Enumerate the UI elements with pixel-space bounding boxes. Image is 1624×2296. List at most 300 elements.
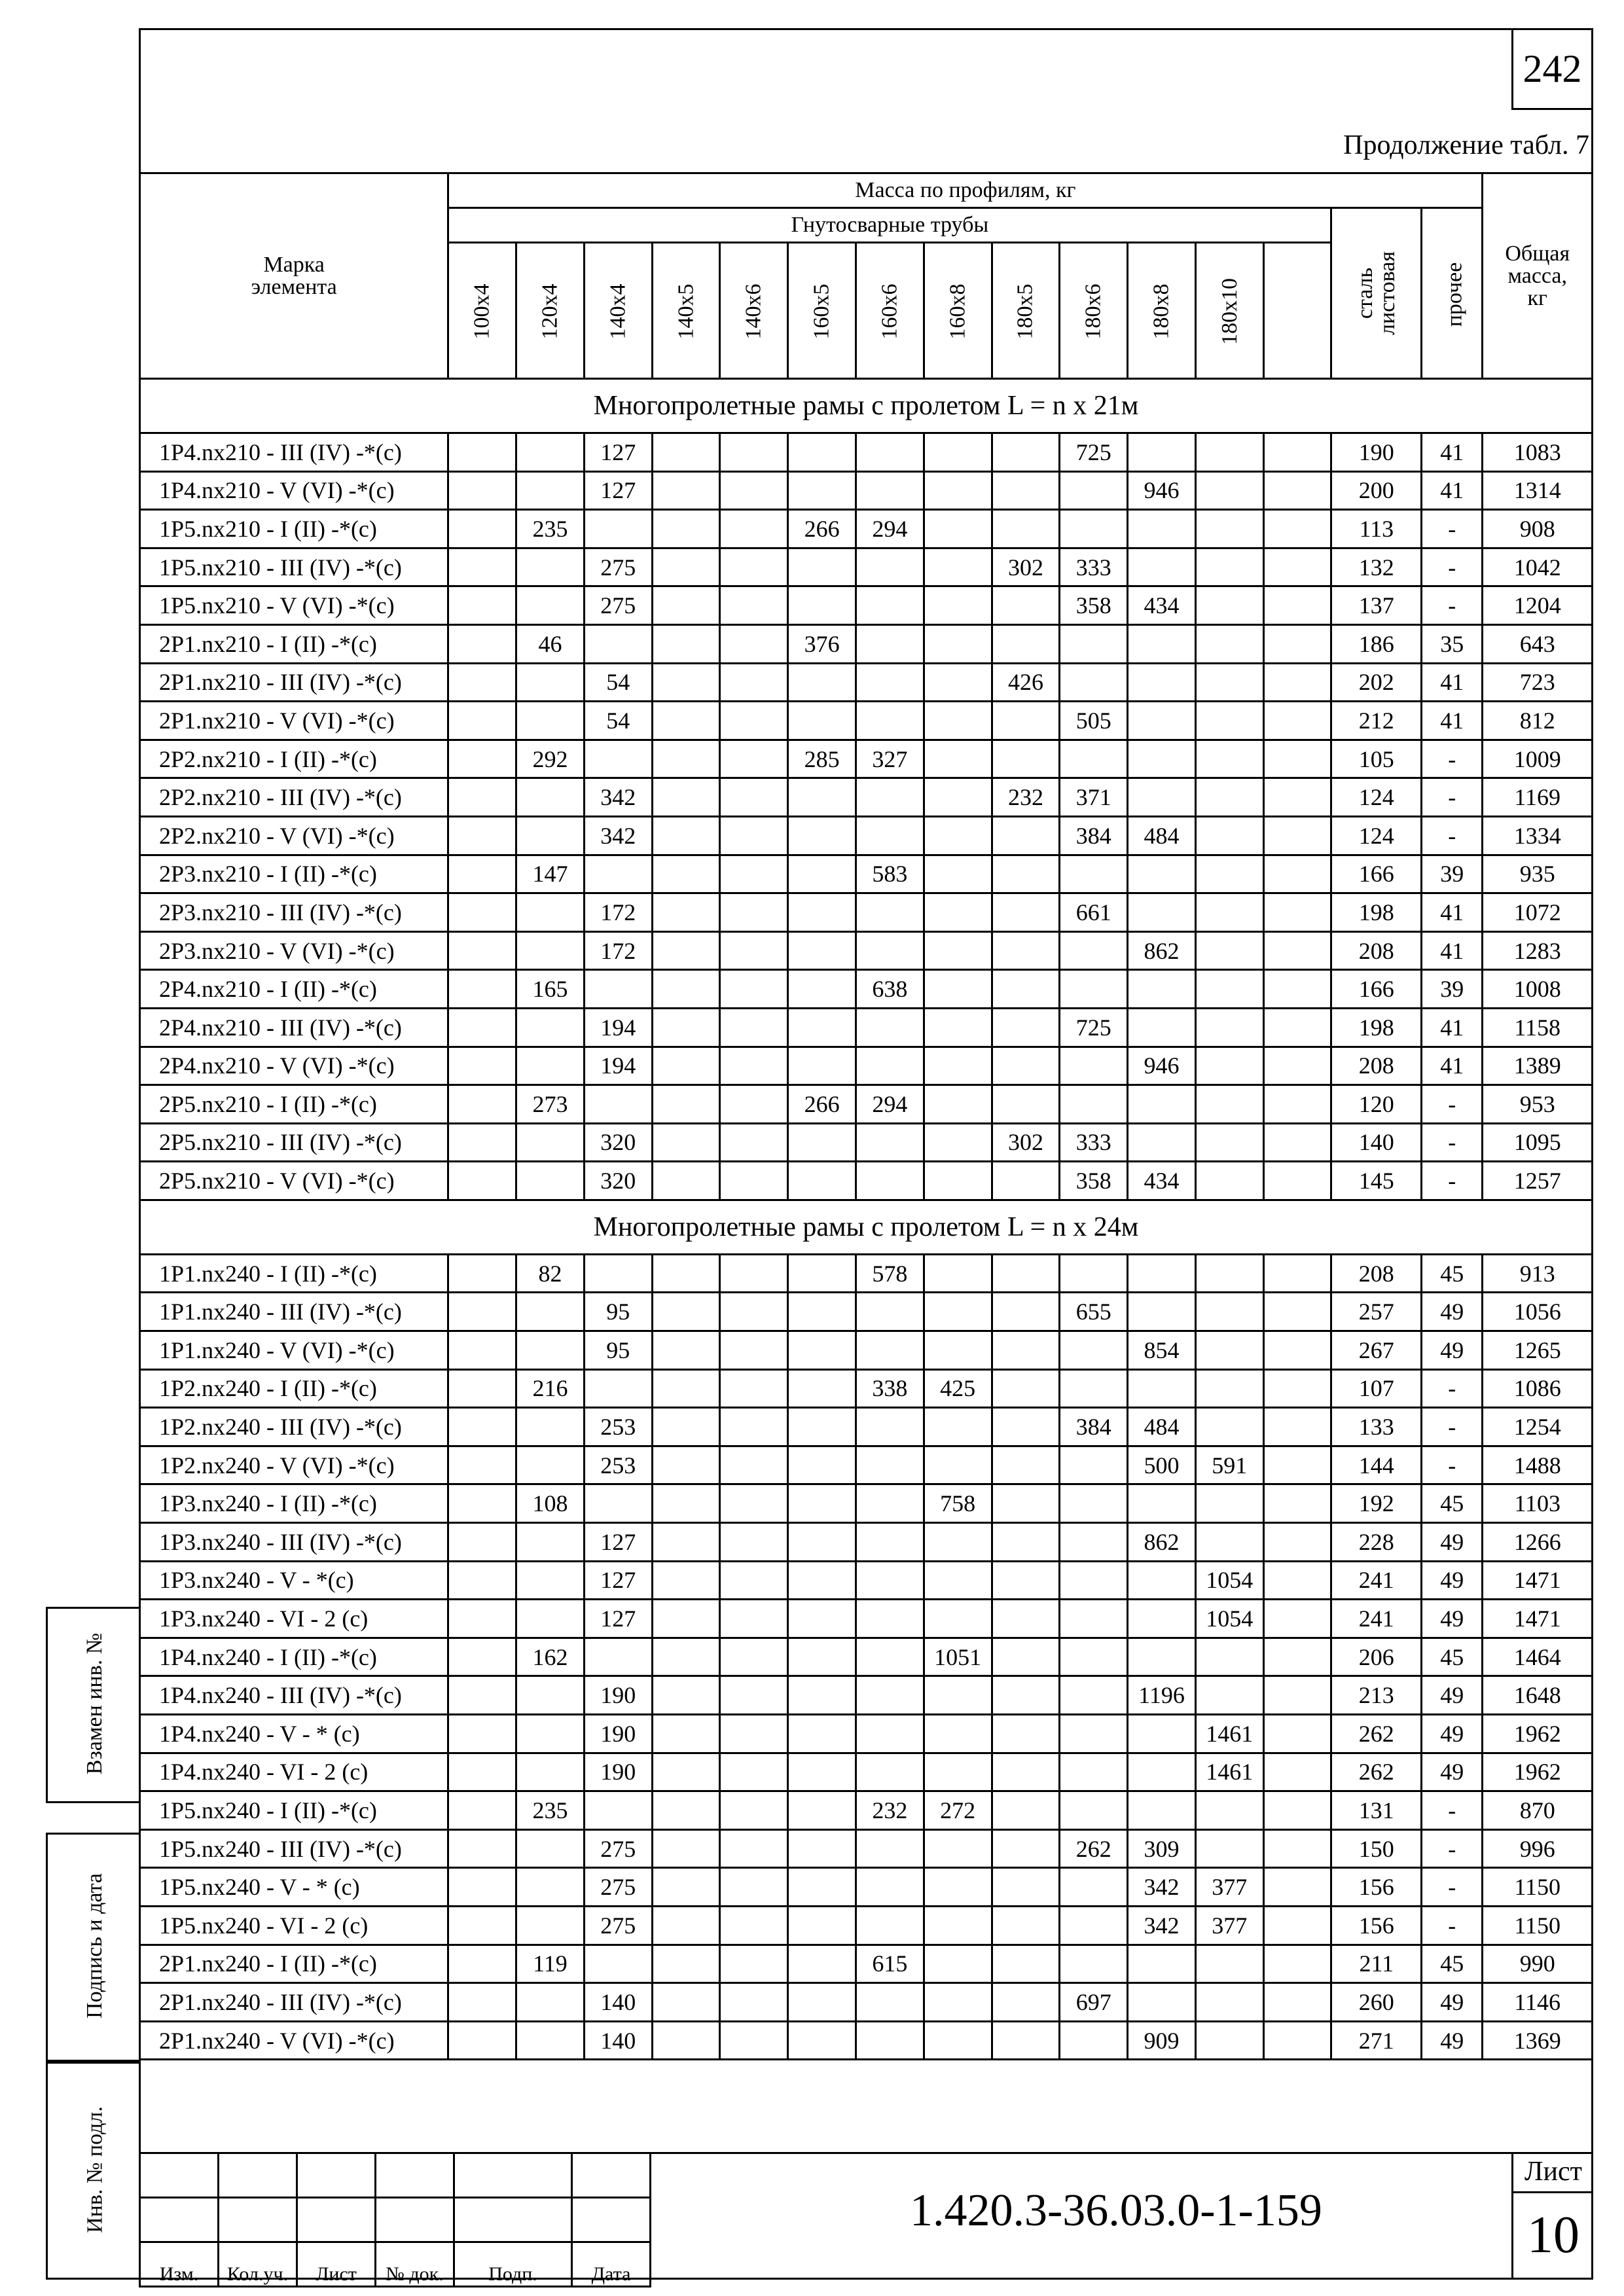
profile-header bbox=[924, 243, 992, 379]
value-cell bbox=[448, 702, 516, 740]
value-cell bbox=[652, 663, 720, 702]
value-cell: 49 bbox=[1422, 1600, 1483, 1638]
value-cell bbox=[652, 1293, 720, 1331]
side-box-signature-date bbox=[46, 1833, 141, 2062]
value-cell: - bbox=[1422, 510, 1483, 548]
value-cell: 292 bbox=[516, 740, 585, 778]
value-cell bbox=[788, 1906, 856, 1945]
value-cell bbox=[1195, 1945, 1263, 1983]
value-cell: 262 bbox=[1331, 1753, 1422, 1791]
value-cell bbox=[584, 624, 652, 663]
value-cell: 194 bbox=[584, 1047, 652, 1085]
element-mark-cell: 1Р2.nx240 - I (II) -*(c) bbox=[140, 1369, 448, 1408]
value-cell bbox=[856, 624, 924, 663]
value-cell bbox=[1195, 893, 1263, 932]
value-cell: 45 bbox=[1422, 1945, 1483, 1983]
value-cell bbox=[652, 548, 720, 586]
value-cell bbox=[924, 1123, 992, 1162]
value-cell bbox=[1128, 1008, 1196, 1047]
value-cell: 228 bbox=[1331, 1523, 1422, 1562]
profile-header-text: 180х10 bbox=[1217, 278, 1242, 345]
value-cell bbox=[1128, 510, 1196, 548]
total-mass-header-text: Общая масса, кг bbox=[1505, 241, 1570, 310]
value-cell bbox=[924, 1162, 992, 1200]
value-cell bbox=[1060, 970, 1128, 1009]
table-row bbox=[140, 893, 1593, 932]
value-cell bbox=[652, 893, 720, 932]
value-cell: 1254 bbox=[1483, 1408, 1593, 1446]
value-cell bbox=[924, 1868, 992, 1907]
value-cell bbox=[788, 586, 856, 625]
value-cell bbox=[1263, 1293, 1331, 1331]
value-cell bbox=[1263, 702, 1331, 740]
value-cell bbox=[448, 1791, 516, 1830]
value-cell bbox=[516, 1600, 585, 1638]
value-cell bbox=[788, 2021, 856, 2060]
value-cell: 145 bbox=[1331, 1162, 1422, 1200]
value-cell bbox=[924, 1408, 992, 1446]
value-cell: 426 bbox=[992, 663, 1060, 702]
value-cell bbox=[720, 1369, 788, 1408]
value-cell bbox=[992, 1408, 1060, 1446]
value-cell: 275 bbox=[584, 1906, 652, 1945]
value-cell: 49 bbox=[1422, 1676, 1483, 1715]
value-cell bbox=[1060, 1484, 1128, 1523]
value-cell: 41 bbox=[1422, 433, 1483, 472]
profile-header bbox=[1263, 243, 1331, 379]
value-cell bbox=[1060, 1906, 1128, 1945]
value-cell bbox=[1195, 970, 1263, 1009]
value-cell: 172 bbox=[584, 931, 652, 970]
value-cell bbox=[1060, 1676, 1128, 1715]
value-cell bbox=[1060, 471, 1128, 510]
value-cell bbox=[856, 1446, 924, 1484]
profile-header bbox=[992, 243, 1060, 379]
value-cell bbox=[1060, 1600, 1128, 1638]
value-cell: 484 bbox=[1128, 1408, 1196, 1446]
value-cell bbox=[924, 624, 992, 663]
value-cell bbox=[720, 1561, 788, 1600]
profile-header-text: 180х6 bbox=[1081, 283, 1106, 340]
value-cell bbox=[652, 1523, 720, 1562]
value-cell bbox=[516, 548, 585, 586]
value-cell: 95 bbox=[584, 1331, 652, 1370]
profile-header bbox=[856, 243, 924, 379]
sheet-number: 10 bbox=[1527, 2206, 1579, 2264]
value-cell bbox=[1195, 1123, 1263, 1162]
value-cell bbox=[992, 1446, 1060, 1484]
value-cell bbox=[1263, 1484, 1331, 1523]
value-cell bbox=[448, 1638, 516, 1676]
revision-row bbox=[140, 2198, 651, 2242]
element-mark-cell: 1Р1.nx240 - III (IV) -*(c) bbox=[140, 1293, 448, 1331]
col-sheet: Лист bbox=[297, 2242, 376, 2287]
table-row bbox=[140, 1008, 1593, 1047]
value-cell bbox=[1263, 778, 1331, 817]
value-cell: 41 bbox=[1422, 471, 1483, 510]
value-cell bbox=[1060, 855, 1128, 893]
element-mark-cell: 1Р4.nx210 - V (VI) -*(c) bbox=[140, 471, 448, 510]
value-cell: 996 bbox=[1483, 1829, 1593, 1868]
value-cell bbox=[788, 1008, 856, 1047]
value-cell: 909 bbox=[1128, 2021, 1196, 2060]
value-cell bbox=[1128, 778, 1196, 817]
value-cell bbox=[516, 1446, 585, 1484]
value-cell bbox=[1263, 663, 1331, 702]
table-row bbox=[140, 816, 1593, 855]
value-cell bbox=[1128, 1123, 1196, 1162]
header-row bbox=[140, 173, 1593, 208]
value-cell bbox=[788, 1983, 856, 2022]
element-mark-cell: 2Р4.nx210 - I (II) -*(c) bbox=[140, 970, 448, 1009]
value-cell: 953 bbox=[1483, 1085, 1593, 1124]
value-cell bbox=[720, 1162, 788, 1200]
value-cell bbox=[1128, 855, 1196, 893]
value-cell: 49 bbox=[1422, 1523, 1483, 1562]
value-cell bbox=[652, 1047, 720, 1085]
table-row bbox=[140, 1638, 1593, 1676]
value-cell: 946 bbox=[1128, 471, 1196, 510]
value-cell bbox=[1060, 663, 1128, 702]
value-cell bbox=[788, 548, 856, 586]
value-cell bbox=[1060, 1945, 1128, 1983]
value-cell bbox=[1263, 586, 1331, 625]
value-cell bbox=[992, 433, 1060, 472]
element-mark-cell: 1Р4.nx240 - III (IV) -*(c) bbox=[140, 1676, 448, 1715]
other-header bbox=[1422, 208, 1483, 379]
value-cell: - bbox=[1422, 1085, 1483, 1124]
element-mark-cell: 1Р5.nx240 - VI - 2 (c) bbox=[140, 1906, 448, 1945]
profile-header bbox=[1195, 243, 1263, 379]
value-cell bbox=[516, 1561, 585, 1600]
value-cell: 434 bbox=[1128, 1162, 1196, 1200]
value-cell: 41 bbox=[1422, 1008, 1483, 1047]
value-cell: 235 bbox=[516, 1791, 585, 1830]
value-cell: 216 bbox=[516, 1369, 585, 1408]
profile-header-text: 140х6 bbox=[741, 283, 766, 340]
profile-header-text: 100х4 bbox=[469, 283, 494, 340]
value-cell bbox=[1263, 1829, 1331, 1868]
value-cell bbox=[1263, 1123, 1331, 1162]
value-cell bbox=[992, 1983, 1060, 2022]
value-cell bbox=[1263, 970, 1331, 1009]
value-cell: 49 bbox=[1422, 1983, 1483, 2022]
value-cell bbox=[1195, 586, 1263, 625]
profile-header bbox=[788, 243, 856, 379]
value-cell: 1471 bbox=[1483, 1561, 1593, 1600]
value-cell: - bbox=[1422, 1829, 1483, 1868]
value-cell bbox=[1128, 1561, 1196, 1600]
value-cell bbox=[856, 2021, 924, 2060]
value-cell bbox=[1195, 931, 1263, 970]
value-cell bbox=[516, 1047, 585, 1085]
value-cell bbox=[1060, 1638, 1128, 1676]
value-cell: 253 bbox=[584, 1446, 652, 1484]
value-cell bbox=[788, 1047, 856, 1085]
value-cell: - bbox=[1422, 1123, 1483, 1162]
profile-header-text: 140х4 bbox=[605, 283, 630, 340]
value-cell bbox=[924, 1254, 992, 1293]
value-cell: 723 bbox=[1483, 663, 1593, 702]
table-row bbox=[140, 433, 1593, 472]
value-cell: 39 bbox=[1422, 855, 1483, 893]
value-cell: - bbox=[1422, 1162, 1483, 1200]
value-cell bbox=[856, 1676, 924, 1715]
value-cell: 131 bbox=[1331, 1791, 1422, 1830]
value-cell bbox=[992, 1638, 1060, 1676]
value-cell bbox=[652, 702, 720, 740]
value-cell: 273 bbox=[516, 1085, 585, 1124]
value-cell: - bbox=[1422, 778, 1483, 817]
value-cell bbox=[1128, 1638, 1196, 1676]
value-cell bbox=[924, 1446, 992, 1484]
value-cell: 908 bbox=[1483, 510, 1593, 548]
value-cell: - bbox=[1422, 1906, 1483, 1945]
value-cell: 327 bbox=[856, 740, 924, 778]
value-cell bbox=[720, 1676, 788, 1715]
table-row bbox=[140, 1162, 1593, 1200]
table-row bbox=[140, 1047, 1593, 1085]
value-cell: 147 bbox=[516, 855, 585, 893]
table-row bbox=[140, 778, 1593, 817]
value-cell bbox=[516, 1008, 585, 1047]
value-cell: 338 bbox=[856, 1369, 924, 1408]
value-cell bbox=[992, 586, 1060, 625]
value-cell bbox=[1060, 1254, 1128, 1293]
value-cell bbox=[1060, 1561, 1128, 1600]
value-cell: 376 bbox=[788, 624, 856, 663]
value-cell: 132 bbox=[1331, 548, 1422, 586]
value-cell: 262 bbox=[1331, 1715, 1422, 1753]
value-cell bbox=[652, 2021, 720, 2060]
value-cell bbox=[788, 663, 856, 702]
value-cell: 309 bbox=[1128, 1829, 1196, 1868]
table-row bbox=[140, 1945, 1593, 1983]
value-cell: 333 bbox=[1060, 548, 1128, 586]
value-cell bbox=[992, 1715, 1060, 1753]
value-cell bbox=[448, 778, 516, 817]
element-mark-cell: 2Р3.nx210 - I (II) -*(c) bbox=[140, 855, 448, 893]
value-cell bbox=[992, 1753, 1060, 1791]
table-row bbox=[140, 1123, 1593, 1162]
profile-header-text: 180х8 bbox=[1149, 283, 1174, 340]
value-cell bbox=[652, 1085, 720, 1124]
table-row bbox=[140, 1983, 1593, 2022]
table-row bbox=[140, 1791, 1593, 1830]
table-row bbox=[140, 2021, 1593, 2060]
value-cell: 194 bbox=[584, 1008, 652, 1047]
value-cell bbox=[924, 1906, 992, 1945]
value-cell bbox=[720, 1446, 788, 1484]
value-cell bbox=[1263, 510, 1331, 548]
value-cell bbox=[720, 1638, 788, 1676]
section-title-row bbox=[140, 1200, 1593, 1254]
value-cell: 1146 bbox=[1483, 1983, 1593, 2022]
element-mark-cell: 2Р3.nx210 - III (IV) -*(c) bbox=[140, 893, 448, 932]
value-cell bbox=[516, 471, 585, 510]
value-cell bbox=[1128, 1085, 1196, 1124]
value-cell: 124 bbox=[1331, 778, 1422, 817]
element-mark-cell: 1Р4.nx240 - V - * (c) bbox=[140, 1715, 448, 1753]
value-cell: 272 bbox=[924, 1791, 992, 1830]
value-cell bbox=[992, 1484, 1060, 1523]
table-row bbox=[140, 624, 1593, 663]
value-cell bbox=[652, 1162, 720, 1200]
value-cell bbox=[856, 1162, 924, 1200]
value-cell bbox=[1195, 855, 1263, 893]
value-cell bbox=[856, 1408, 924, 1446]
value-cell bbox=[992, 702, 1060, 740]
value-cell: 275 bbox=[584, 1829, 652, 1868]
value-cell bbox=[448, 1331, 516, 1370]
value-cell bbox=[1195, 624, 1263, 663]
value-cell bbox=[448, 740, 516, 778]
value-cell: 434 bbox=[1128, 586, 1196, 625]
value-cell: 192 bbox=[1331, 1484, 1422, 1523]
value-cell bbox=[1128, 1484, 1196, 1523]
mass-table bbox=[139, 172, 1593, 2109]
value-cell bbox=[924, 778, 992, 817]
value-cell bbox=[1263, 1600, 1331, 1638]
value-cell bbox=[448, 1446, 516, 1484]
value-cell bbox=[856, 1868, 924, 1907]
value-cell: 1158 bbox=[1483, 1008, 1593, 1047]
value-cell bbox=[924, 2021, 992, 2060]
element-mark-cell: 2Р4.nx210 - III (IV) -*(c) bbox=[140, 1008, 448, 1047]
value-cell bbox=[652, 624, 720, 663]
element-mark-cell: 1Р1.nx240 - I (II) -*(c) bbox=[140, 1254, 448, 1293]
value-cell bbox=[720, 931, 788, 970]
value-cell: 208 bbox=[1331, 1047, 1422, 1085]
value-cell: 1314 bbox=[1483, 471, 1593, 510]
table-row bbox=[140, 1331, 1593, 1370]
value-cell bbox=[856, 1715, 924, 1753]
value-cell: 166 bbox=[1331, 970, 1422, 1009]
value-cell bbox=[1263, 1638, 1331, 1676]
value-cell: 862 bbox=[1128, 931, 1196, 970]
value-cell: 854 bbox=[1128, 1331, 1196, 1370]
value-cell bbox=[1060, 1446, 1128, 1484]
value-cell: 120 bbox=[1331, 1085, 1422, 1124]
value-cell bbox=[1128, 1791, 1196, 1830]
value-cell bbox=[652, 1331, 720, 1370]
value-cell: 1051 bbox=[924, 1638, 992, 1676]
value-cell: - bbox=[1422, 1791, 1483, 1830]
value-cell: 384 bbox=[1060, 1408, 1128, 1446]
element-mark-cell: 1Р5.nx210 - I (II) -*(c) bbox=[140, 510, 448, 548]
profile-header-text: 180х5 bbox=[1013, 283, 1038, 340]
value-cell bbox=[720, 1753, 788, 1791]
value-cell bbox=[856, 1638, 924, 1676]
value-cell bbox=[652, 1561, 720, 1600]
value-cell bbox=[652, 586, 720, 625]
value-cell bbox=[652, 1715, 720, 1753]
value-cell bbox=[720, 471, 788, 510]
element-mark-cell: 2Р2.nx210 - III (IV) -*(c) bbox=[140, 778, 448, 817]
value-cell: 913 bbox=[1483, 1254, 1593, 1293]
value-cell bbox=[992, 2021, 1060, 2060]
element-mark-cell: 2Р3.nx210 - V (VI) -*(c) bbox=[140, 931, 448, 970]
value-cell bbox=[1060, 1369, 1128, 1408]
value-cell bbox=[924, 548, 992, 586]
value-cell bbox=[1263, 1676, 1331, 1715]
value-cell bbox=[992, 1829, 1060, 1868]
table-row bbox=[140, 1715, 1593, 1753]
value-cell bbox=[1263, 471, 1331, 510]
profile-header bbox=[720, 243, 788, 379]
value-cell: 371 bbox=[1060, 778, 1128, 817]
value-cell: 1204 bbox=[1483, 586, 1593, 625]
value-cell bbox=[992, 1369, 1060, 1408]
value-cell: 320 bbox=[584, 1123, 652, 1162]
table-row bbox=[140, 586, 1593, 625]
steel-header-text: сталь листовая bbox=[1352, 251, 1399, 335]
value-cell bbox=[992, 1085, 1060, 1124]
value-cell bbox=[788, 1293, 856, 1331]
value-cell: 260 bbox=[1331, 1983, 1422, 2022]
value-cell: 1461 bbox=[1195, 1715, 1263, 1753]
value-cell bbox=[788, 1331, 856, 1370]
value-cell bbox=[1128, 1600, 1196, 1638]
side-box-replaced-inv bbox=[46, 1607, 141, 1803]
value-cell: 1009 bbox=[1483, 740, 1593, 778]
value-cell bbox=[924, 855, 992, 893]
value-cell: 127 bbox=[584, 433, 652, 472]
value-cell: 202 bbox=[1331, 663, 1422, 702]
value-cell: 190 bbox=[584, 1753, 652, 1791]
empty-row bbox=[140, 2060, 1593, 2110]
value-cell: 156 bbox=[1331, 1868, 1422, 1907]
value-cell: 1266 bbox=[1483, 1523, 1593, 1562]
value-cell bbox=[1195, 548, 1263, 586]
value-cell bbox=[1128, 893, 1196, 932]
value-cell bbox=[516, 816, 585, 855]
value-cell: 45 bbox=[1422, 1484, 1483, 1523]
value-cell bbox=[516, 1906, 585, 1945]
value-cell bbox=[788, 1162, 856, 1200]
table-row bbox=[140, 1829, 1593, 1868]
value-cell: 82 bbox=[516, 1254, 585, 1293]
profile-header-text: 160х5 bbox=[809, 283, 834, 340]
value-cell bbox=[448, 1254, 516, 1293]
value-cell bbox=[720, 1408, 788, 1446]
value-cell bbox=[516, 778, 585, 817]
revision-header-row bbox=[140, 2242, 651, 2287]
value-cell bbox=[652, 1829, 720, 1868]
value-cell: 1471 bbox=[1483, 1600, 1593, 1638]
total-mass-header bbox=[1483, 173, 1593, 379]
value-cell: 758 bbox=[924, 1484, 992, 1523]
value-cell bbox=[924, 893, 992, 932]
value-cell bbox=[1060, 510, 1128, 548]
value-cell: 578 bbox=[856, 1254, 924, 1293]
value-cell bbox=[1263, 1906, 1331, 1945]
profile-header bbox=[1128, 243, 1196, 379]
value-cell bbox=[856, 778, 924, 817]
title-block bbox=[139, 2152, 1593, 2285]
value-cell bbox=[448, 1983, 516, 2022]
value-cell: 190 bbox=[1331, 433, 1422, 472]
value-cell: 253 bbox=[584, 1408, 652, 1446]
value-cell bbox=[856, 471, 924, 510]
element-mark-cell: 2Р1.nx210 - I (II) -*(c) bbox=[140, 624, 448, 663]
value-cell: 127 bbox=[584, 1561, 652, 1600]
value-cell bbox=[720, 855, 788, 893]
table-row bbox=[140, 510, 1593, 548]
value-cell: 638 bbox=[856, 970, 924, 1009]
value-cell bbox=[516, 893, 585, 932]
value-cell: 235 bbox=[516, 510, 585, 548]
